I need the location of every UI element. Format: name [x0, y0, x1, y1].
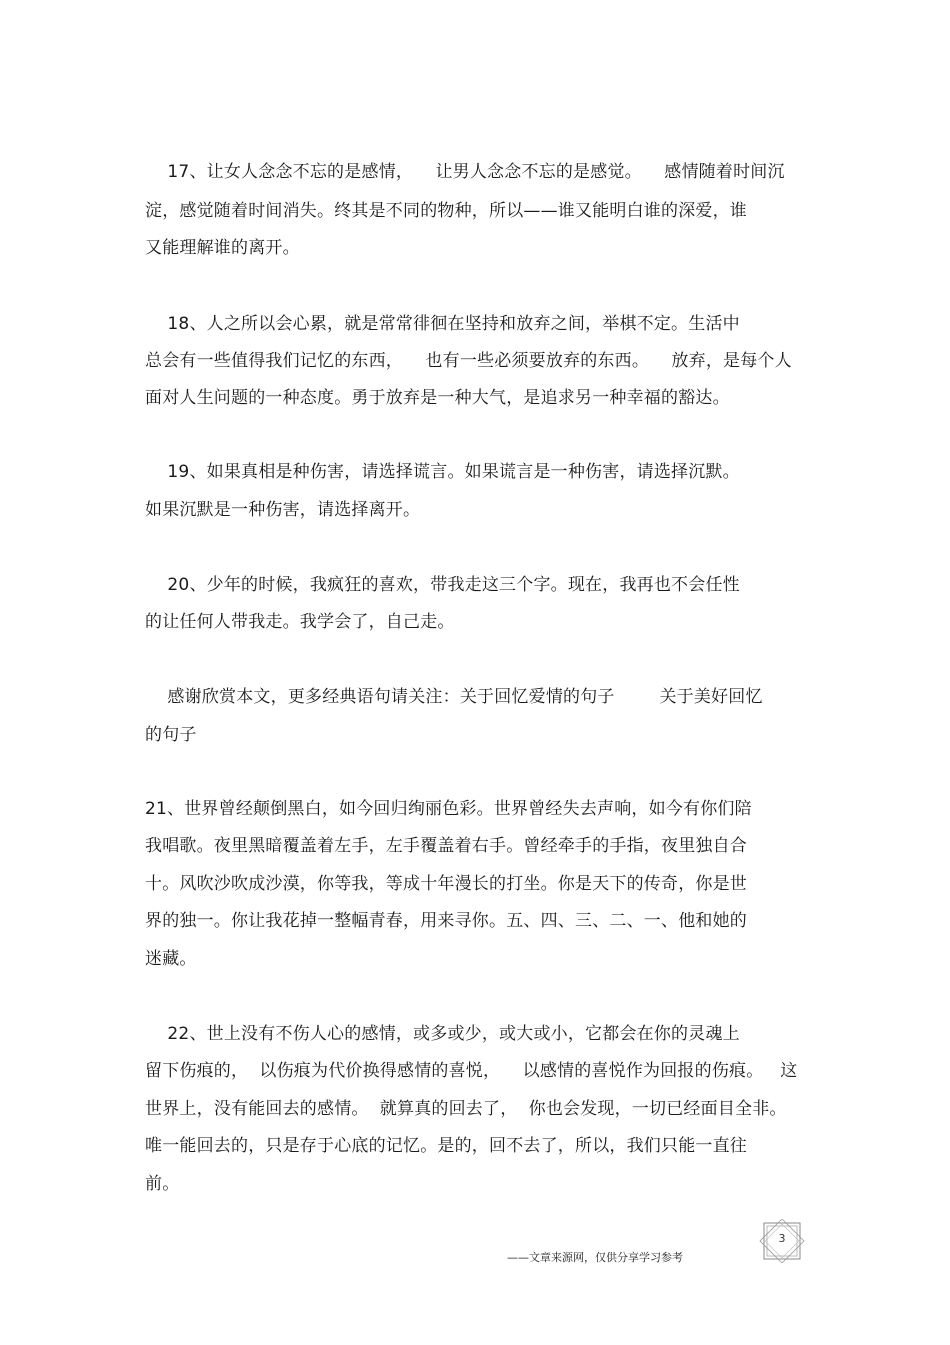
paragraph-line: 淀，感觉随着时间消失。终其是不同的物种，所以——谁又能明白谁的深爱，谁 — [145, 201, 747, 221]
paragraph-line: 如果沉默是一种伤害，请选择离开。 — [145, 500, 421, 520]
paragraph-line: 十。风吹沙吹成沙漠，你等我，等成十年漫长的打坐。你是天下的传奇，你是世 — [145, 874, 747, 894]
paragraph-line: 世界上，没有能回去的感情。 就算真的回去了， 你也会发现，一切已经面目全非。 — [145, 1099, 787, 1119]
paragraph-line: 感谢欣赏本文，更多经典语句请关注：关于回忆爱情的句子 关于美好回忆 — [145, 687, 763, 707]
paragraph-line: 迷藏。 — [145, 949, 197, 969]
page-number: 3 — [778, 1232, 786, 1245]
paragraph-line: 留下伤痕的， 以伤痕为代价换得感情的喜悦， 以感情的喜悦作为回报的伤痕。 这 — [145, 1061, 798, 1081]
footer-source-note: ——文章来源网，仅供分享学习参考 — [507, 1251, 683, 1264]
paragraph-line: 17、让女人念念不忘的是感情， 让男人念念不忘的是感觉。 感情随着时间沉 — [145, 162, 785, 182]
paragraph-line: 唯一能回去的，只是存于心底的记忆。是的，回不去了，所以，我们只能一直往 — [145, 1136, 747, 1156]
paragraph-line: 21、世界曾经颠倒黑白，如今回归绚丽色彩。世界曾经失去声响，如今有你们陪 — [145, 799, 752, 819]
paragraph-line: 的让任何人带我走。我学会了，自己走。 — [145, 612, 455, 632]
page-number-badge — [758, 1219, 806, 1263]
paragraph-line: 我唱歌。夜里黑暗覆盖着左手，左手覆盖着右手。曾经牵手的手指，夜里独自合 — [145, 836, 747, 856]
paragraph-line: 22、世上没有不伤人心的感情，或多或少，或大或小，它都会在你的灵魂上 — [145, 1024, 740, 1044]
paragraph-line: 界的独一。你让我花掉一整幅青春，用来寻你。五、四、三、二、一、他和她的 — [145, 911, 747, 931]
paragraph-line: 19、如果真相是种伤害，请选择谎言。如果谎言是一种伤害，请选择沉默。 — [145, 462, 740, 482]
paragraph-line: 的句子 — [145, 725, 197, 745]
paragraph-line: 前。 — [145, 1174, 180, 1194]
paragraph-line: 20、少年的时候，我疯狂的喜欢，带我走这三个字。现在，我再也不会任性 — [145, 575, 740, 595]
paragraph-line: 又能理解谁的离开。 — [145, 238, 300, 258]
paragraph-line: 18、人之所以会心累，就是常常徘徊在坚持和放弃之间，举棋不定。生活中 — [145, 314, 740, 334]
paragraph-line: 总会有一些值得我们记忆的东西， 也有一些必须要放弃的东西。 放弃，是每个人 — [145, 351, 792, 371]
paragraph-line: 面对人生问题的一种态度。勇于放弃是一种大气，是追求另一种幸福的豁达。 — [145, 388, 730, 408]
